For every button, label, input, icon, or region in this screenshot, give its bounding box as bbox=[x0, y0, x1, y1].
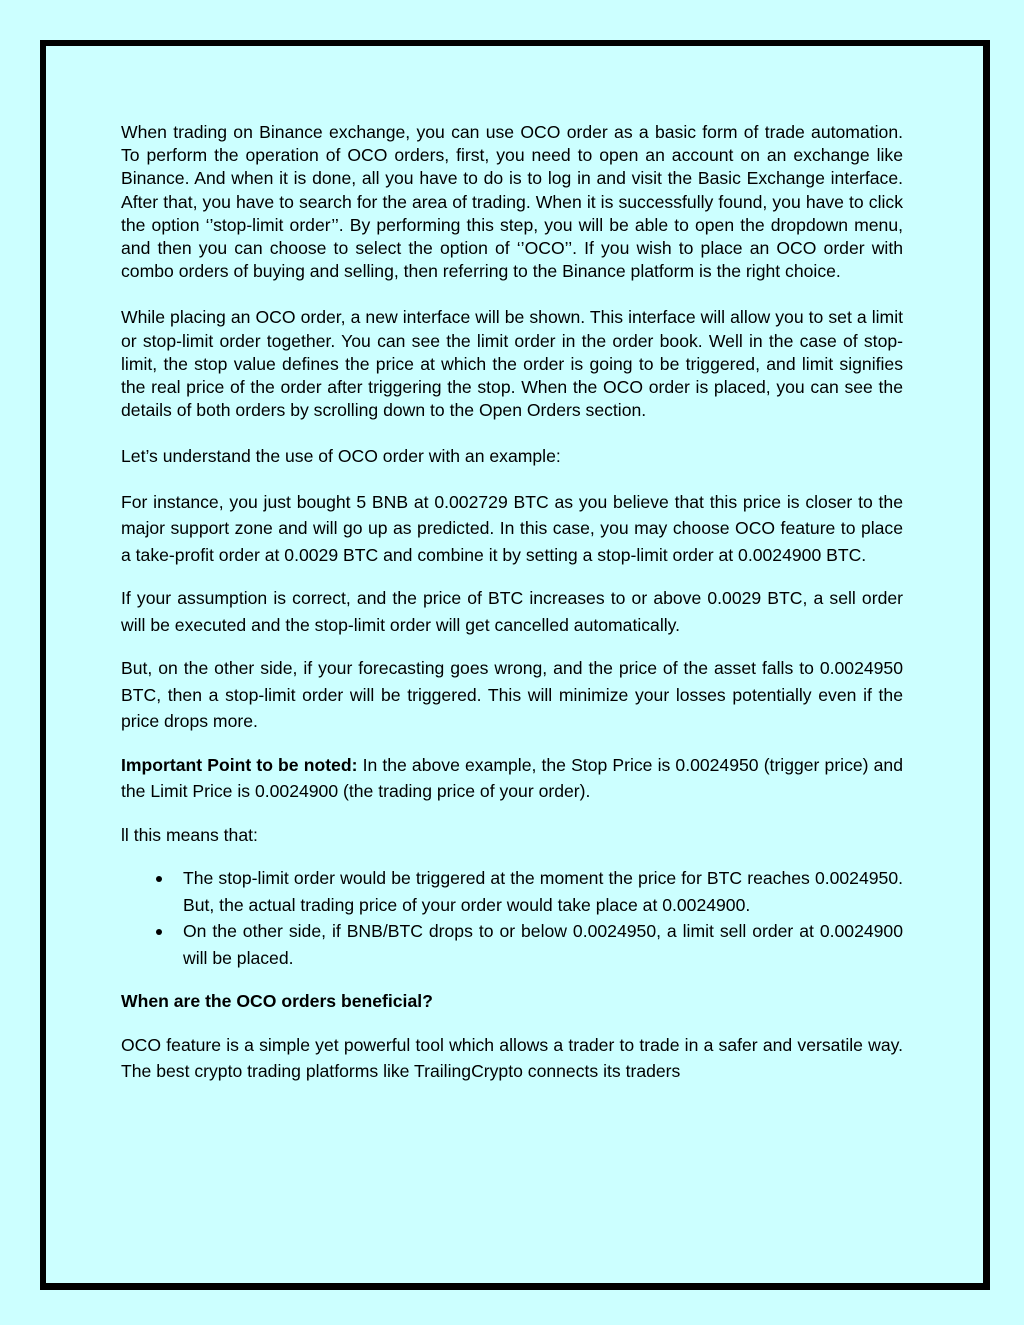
bullet-list bbox=[121, 865, 903, 971]
paragraph-forecast: But, on the other side, if your forecasting goes wrong, and the price of the asset falls to 0.0024950 BTC, then a stop-limit order will be triggered. This will minimize your losses potentially even if the price drops more. bbox=[121, 658, 903, 732]
paragraph-assumption: If your assumption is correct, and the price of BTC increases to or above 0.0029 BTC, a sell order will be executed and the stop-limit order will get cancelled automatically. bbox=[121, 588, 903, 635]
list-item-text: The stop-limit order would be triggered at the moment the price for BTC reaches 0.0024950. But, the actual trading price of your order would take place at 0.0024900. bbox=[183, 868, 903, 915]
bullet-icon bbox=[156, 929, 162, 935]
list-item bbox=[121, 865, 903, 918]
section-heading: When are the OCO orders beneficial? bbox=[121, 991, 433, 1012]
paragraph-oco-interface: While placing an OCO order, a new interface will be shown. This interface will allow you to set a limit or stop-limit order together. You can see the limit order in the order book. Well in the case of stop-limit, the stop value defines the price at which the order is going to be triggered, and limit signifies the real price of the order after triggering the stop. When the OCO order is placed, you can see the details of both orders by scrolling down to the Open Orders section. bbox=[121, 307, 903, 421]
paragraph-oco-binance: When trading on Binance exchange, you can use OCO order as a basic form of trade automation. To perform the operation of OCO orders, first, you need to open an account on an exchange like Binance. And when it is done, all you have to do is to log in and visit the Basic Exchange interface. After that, you have to search for the area of trading. When it is successfully found, you have to click the option ‘’stop-limit order’’. By performing this step, you will be able to open the dropdown menu, and then you can choose to select the option of ‘’OCO’’. If you wish to place an OCO order with combo orders of buying and selling, then referring to the Binance platform is the right choice. bbox=[121, 122, 903, 282]
paragraph-example-intro: Let’s understand the use of OCO order with an example: bbox=[121, 446, 561, 467]
note-label: Important Point to be noted: bbox=[121, 754, 358, 775]
bullet-icon bbox=[156, 876, 162, 882]
note-text: In the above example, the Stop Price is 0.0024950 (trigger price) and the Limit Price is 0.0024900 (the trading price of your order). bbox=[121, 754, 904, 802]
list-item-text: On the other side, if BNB/BTC drops to or below 0.0024950, a limit sell order at 0.0024900 will be placed. bbox=[183, 921, 903, 968]
paragraph-means: ll this means that: bbox=[121, 824, 258, 845]
paragraph-example: For instance, you just bought 5 BNB at 0.002729 BTC as you believe that this price is closer to the major support zone and will go up as predicted. In this case, you may choose OCO feature to place a take-profit order at 0.0029 BTC and combine it by setting a stop-limit order at 0.0024900 BTC. bbox=[121, 491, 903, 565]
list-item bbox=[121, 918, 903, 971]
document-content bbox=[121, 121, 903, 1085]
paragraph-oco-benefits: OCO feature is a simple yet powerful tool which allows a trader to trade in a safer and versatile way. The best crypto trading platforms like TrailingCrypto connects its traders bbox=[121, 1034, 903, 1082]
paragraph-important-note bbox=[121, 752, 903, 805]
